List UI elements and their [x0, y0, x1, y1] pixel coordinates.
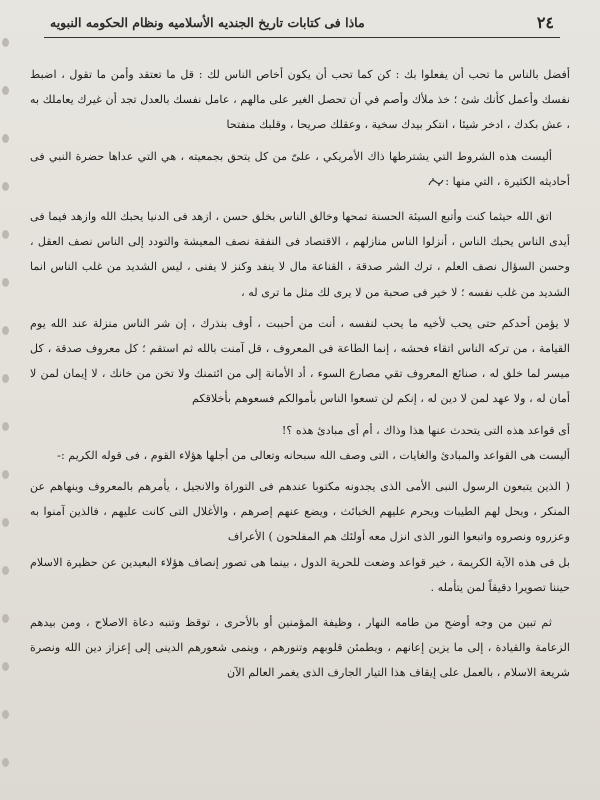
- paragraph-verse-commentary: بل فى هذه الآية الكريمة ، خير قواعد وضعت للحرية الدول ، بينما هى تصور إنصاف هؤلاء البعيدين عن حظيرة الاسلام حيننا تصويرا دقيقاً لمن يتأمله .: [30, 555, 570, 594]
- paragraph-hadith-1: اتق الله حيثما كنت وأتبع السيئة الحسنة تمحها وخالق الناس بخلق حسن ، ازهد فى الدنيا يحبك الله وازهد فيما فى أيدى الناس يحبك الناس ، أنزلوا الناس منازلهم ، الاقتصاد فى النفقة نصف المعيشة والتودد إلى الناس نصف العقل ، وحسن السؤال نصف العلم ، ترك الشر صدقة ، القناعة مال لا ينفد وكنز لا يفنى ، ليس الشديد من غلب الناس انما الشديد من غلب نفسه ؛ لا خير فى صحبة من لا يرى لك مثل ما ترى له ،: [30, 210, 570, 299]
- paragraph-conditions: [30, 144, 570, 194]
- page-header: [44, 10, 560, 34]
- paragraph-rules: أليست هى القواعد والمبادئ والغايات ، التى وصف الله سبحانه وتعالى من أجلها هؤلاء القوم ، فى قوله الكريم :-: [57, 448, 570, 462]
- paragraph-advice: أفضل بالناس ما تحب أن يفعلوا بك : كن كما تحب أن يكون أخاص الناس لك : قل ما تعتقد وأمن ما تقول ، اضبط نفسك وأعمل كأنك شئ ؛ خذ ملأك وأصم في أن تحصل الغير على مالهم ، عامل نفسك بالعدل تجد أن غيرك يعاملك به ، عش بكدك ، ادخر شيئا ، انتكر بيدك سخية ، وعقلك صريحا ، وقلبك منفتحا: [30, 68, 570, 132]
- page-number: ٢٤: [536, 12, 554, 32]
- body-text: [30, 62, 570, 686]
- paragraph-hadith-2: لا يؤمن أحدكم حتى يحب لأخيه ما يحب لنفسه ، أنت من أحببت ، أوف بنذرك ، إن شر الناس منزلة عند الله يوم القيامة ، من تركه الناس اتقاء فحشه ، إنما الطاعة فى المعروف ، قل آمنت بالله ثم استقم ؛ كل معروف صدقة ، كل ميسر لما خلق له ، صنائع المعروف تقي مصارع السوء ، أد الأمانة إلى من ائتمنك ولا تخن من خانك ، لا إيمان لمن لا أمان له ، ولا عهد لمن لا دين له ، إنكم لن تسعوا الناس بأموالكم فسعوهم بأخلاقكم: [30, 316, 570, 406]
- paragraph-question: أى قواعد هذه التى يتحدث عنها هذا وذاك ، أم أى مبادئ هذه ؟!: [281, 423, 570, 437]
- header-divider: [44, 37, 560, 38]
- running-head-title: ماذا فى كتابات تاريخ الجنديه الأسلاميه ونظام الحكومه النبويه: [50, 14, 365, 30]
- paragraph-conclusion: ثم تبين من وجه أوضح من طامه النهار ، وظيفة المؤمنين أو بالأحرى ، توقظ وتنبه دعاة الاصلاح ، ومن بيدهم الزعامة والقيادة ، إلى ما يزين إعانهم ، ويطمئن قلوبهم وتنورهم ، وينمى شعورهم الدينى إلى إعزاز دين الله ونصرة شريعة الاسلام ، بالعمل على إيقاف هذا التيار الجارف الذى يغمر العالم الآن: [30, 616, 570, 680]
- paragraph-quran-verse: ( الذين يتبعون الرسول النبى الأمى الذى يجدونه مكتوبا عندهم فى التوراة والانجيل ، يأمرهم بالمعروف وينهاهم عن المنكر ، ويحل لهم الطيبات ويحرم عليهم الخبائث ، ويضع عنهم إصرهم ، والأغلال التى كانت عليهم ، فالذين آمنوا به وعزروه ونصروه واتبعوا النور الذى انزل معه أولئك هم المفلحون ) الأعراف: [30, 480, 570, 544]
- binding-holes: [2, 0, 12, 800]
- paragraph-conditions-text: أليست هذه الشروط التي يشترطها ذاك الأمريكي ، علىّ من كل يتحق بجمعيته ، هي التي عداها حضرة النبي فى أحاديثه الكثيرة ، التي منها :: [30, 149, 570, 188]
- pbuh-ligature-icon: [427, 176, 445, 188]
